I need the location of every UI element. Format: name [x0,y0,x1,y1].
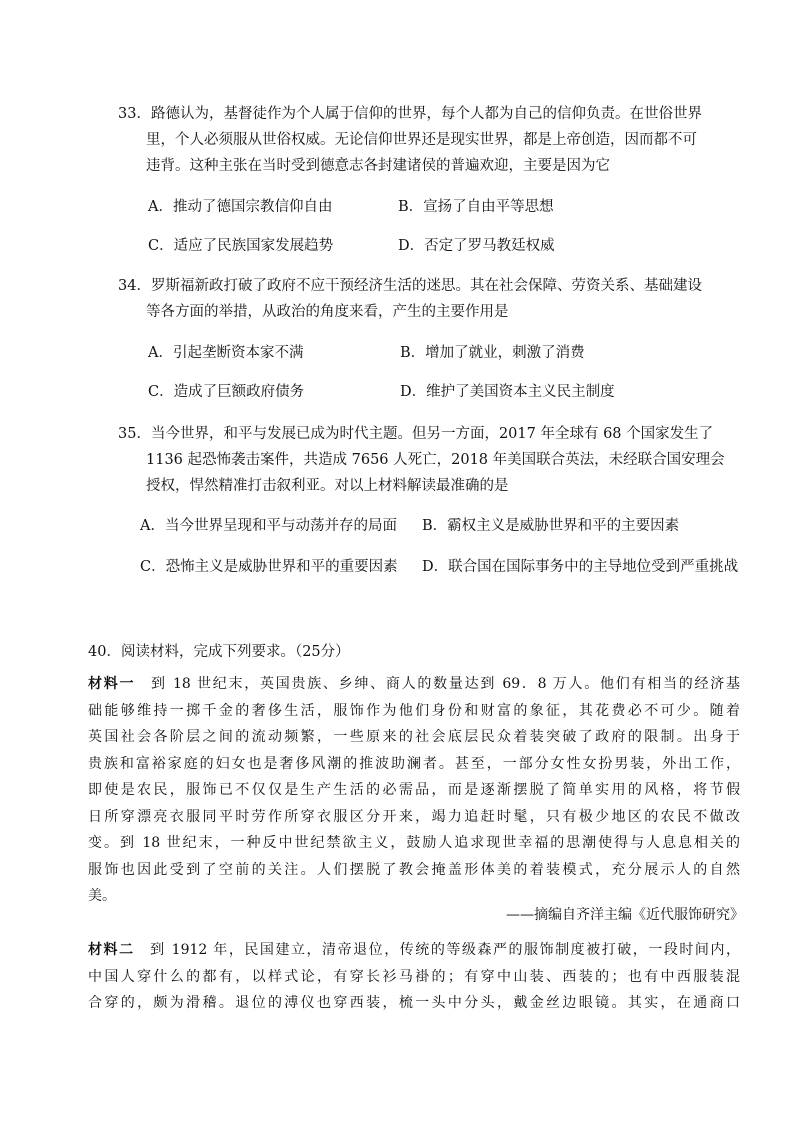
option-d[interactable]: D．联合国在国际事务中的主导地位受到严重挑战 [422,559,739,575]
material-label: 材料一 [88,676,136,692]
question-stem-line: 等各方面的举措，从政治的角度来看，产生的主要作用是 [146,304,509,320]
question-33 [118,101,702,179]
material-label: 材料二 [88,942,135,958]
material-line: 美。 [88,888,116,904]
option-a[interactable]: A．引起垄断资本家不满 [148,345,304,361]
question-35 [118,421,725,499]
question-stem-line: 1136 起恐怖袭击案件，共造成 7656 人死亡，2018 年美国联合英法，未经联合国安理会 [146,452,725,468]
question-stem-line: 35．当今世界，和平与发展已成为时代主题。但另一方面，2017 年全球有 68 个国家发生了 [118,426,714,442]
question-33-options-row-1 [148,197,554,217]
question-stem-line: 违背。这种主张在当时受到德意志各封建诸侯的普遍欢迎，主要是因为它 [146,158,610,174]
option-a[interactable]: A．当今世界呈现和平与动荡并存的局面 [140,518,397,534]
material-2 [88,937,740,1017]
material-line: 变。到 18 世纪末，一种反中世纪禁欲主义，鼓励人追求现世幸福的思潮使得与人息息相关的 [88,835,740,851]
question-34-options-row-1 [148,343,585,363]
material-1-source: ——摘编自齐洋主编《近代服饰研究》 [506,907,744,923]
question-34 [118,273,702,325]
question-34-options-row-2 [148,382,615,402]
option-a[interactable]: A．推动了德国宗教信仰自由 [148,199,333,215]
question-35-options-row-2 [140,557,738,577]
material-line: 服饰也因此受到了空前的关注。人们摆脱了教会掩盖形体美的着装模式，充分展示人的自然 [88,861,740,878]
option-b[interactable]: B．增加了就业，刺激了消费 [400,345,585,361]
option-c[interactable]: C．适应了民族国家发展趋势 [148,238,334,254]
material-line: 日所穿漂亮衣服同平时劳作所穿衣服区分开来，竭力追赶时髦，只有极少地区的农民不做改 [88,808,740,825]
option-b[interactable]: B．宣扬了自由平等思想 [398,199,554,215]
question-35-options-row-1 [140,516,679,536]
option-c[interactable]: C．恐怖主义是威胁世界和平的重要因素 [140,559,398,575]
option-d[interactable]: D．否定了罗马教廷权威 [398,238,555,254]
material-line: 中国人穿什么的都有，以样式论，有穿长衫马褂的；有穿中山装、西装的；也有中西服装混 [88,968,740,985]
option-d[interactable]: D．维护了美国资本主义民主制度 [400,384,615,400]
material-line: 础能够维持一掷千金的奢侈生活，服饰作为他们身份和财富的象征，其花费必不可少。随着 [88,702,740,719]
material-line: 合穿的，颇为滑稽。退位的溥仪也穿西装，梳一头中分头，戴金丝边眼镜。其实，在通商口 [88,995,740,1011]
material-line: 英国社会各阶层之间的流动频繁，一些原来的社会底层民众着装突破了政府的限制。出身于 [88,729,740,745]
question-33-options-row-2 [148,236,555,256]
material-line: 到 1912 年，民国建立，清帝退位，传统的等级森严的服饰制度被打破，一段时间内， [134,942,741,958]
material-1 [88,671,740,910]
question-stem-line: 授权，悍然精准打击叙利亚。对以上材料解读最准确的是 [146,478,509,494]
material-line: 到 18 世纪末，英国贵族、乡绅、商人的数量达到 69．8 万人。他们有相当的经济基 [135,676,740,692]
option-b[interactable]: B．霸权主义是威胁世界和平的主要因素 [422,518,680,534]
material-line: 贵族和富裕家庭的妇女也是奢侈风潮的推波助澜者。甚至，一部分女性女扮男装，外出工作， [88,755,740,772]
question-stem-line: 33．路德认为，基督徒作为个人属于信仰的世界，每个人都为自己的信仰负责。在世俗世界 [118,106,702,122]
material-line: 即使是农民，服饰已不仅仅是生产生活的必需品，而是逐渐摆脱了简单实用的风格，将节假 [88,782,740,798]
question-stem-line: 34．罗斯福新政打破了政府不应干预经济生活的迷思。其在社会保障、劳资关系、基础建设 [118,278,702,294]
essay-question-title: 40．阅读材料，完成下列要求。（25分） [88,644,350,660]
question-stem-line: 里，个人必须服从世俗权威。无论信仰世界还是现实世界，都是上帝创造，因而都不可 [146,132,697,148]
option-c[interactable]: C．造成了巨额政府债务 [148,384,305,400]
